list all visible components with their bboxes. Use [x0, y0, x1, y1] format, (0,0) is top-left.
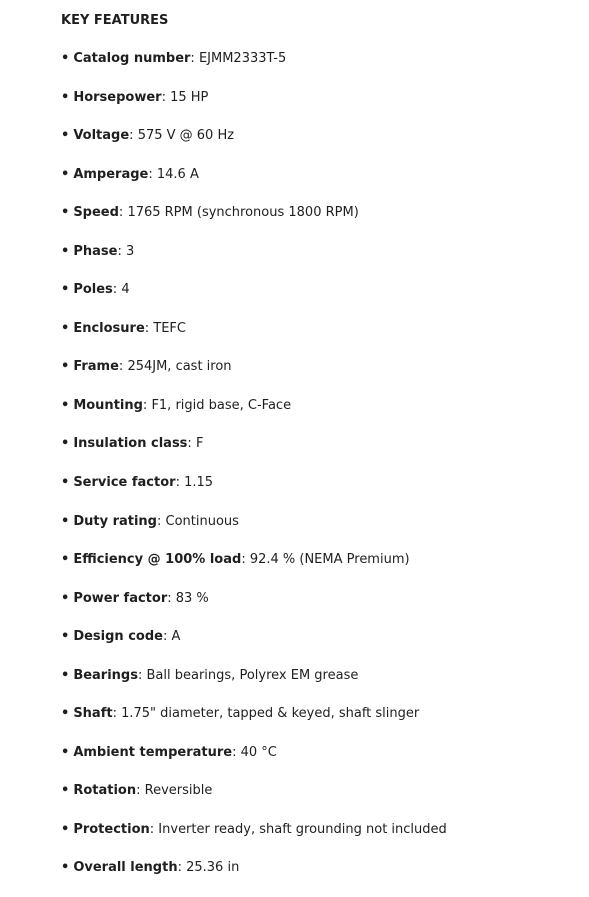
feature-value: F [195, 436, 204, 452]
feature-label: Bearings [73, 667, 138, 683]
feature-item-speed: • Speed: 1765 RPM (synchronous 1800 RPM) [61, 205, 359, 221]
feature-item-design-code: • Design code: A [61, 629, 181, 645]
bullet-icon: • [61, 359, 70, 375]
feature-item-duty-rating: • Duty rating: Continuous [61, 513, 239, 529]
feature-item-bearings: • Bearings: Ball bearings, Polyrex EM grease [61, 667, 359, 683]
feature-item-efficiency: • Efficiency @ 100% load: 92.4 % (NEMA Premium) [61, 552, 410, 568]
feature-item-overall-length: • Overall length: 25.36 in [61, 860, 240, 876]
feature-value: Reversible [144, 783, 213, 799]
feature-item-shaft: • Shaft: 1.75" diameter, tapped & keyed, shaft slinger [61, 706, 420, 722]
feature-label: Efficiency @ 100% load [73, 552, 242, 568]
bullet-icon: • [61, 51, 70, 66]
feature-item-poles: • Poles: 4 [61, 282, 130, 298]
feature-label: Ambient temperature [73, 744, 233, 760]
bullet-icon: • [61, 706, 70, 722]
bullet-icon: • [61, 783, 70, 799]
feature-value: 40 °C [240, 744, 277, 760]
feature-item-frame: • Frame: 254JM, cast iron [61, 359, 232, 375]
feature-label: Protection [73, 821, 150, 837]
feature-item-voltage: • Voltage: 575 V @ 60 Hz [61, 128, 235, 144]
feature-label: Catalog number [73, 51, 191, 66]
bullet-icon: • [61, 475, 70, 491]
feature-item-protection: • Protection: Inverter ready, shaft grounding not included [61, 821, 447, 837]
feature-list [61, 49, 447, 897]
feature-label: Poles [73, 282, 113, 298]
feature-value: Inverter ready, shaft grounding not included [158, 821, 447, 837]
bullet-icon: • [61, 744, 70, 760]
feature-label: Phase [73, 243, 118, 259]
bullet-icon: • [61, 243, 70, 259]
feature-value: 1.75" diameter, tapped & keyed, shaft slinger [121, 706, 420, 722]
feature-label: Service factor [73, 475, 176, 491]
bullet-icon: • [61, 860, 70, 876]
feature-value: 254JM, cast iron [127, 359, 232, 375]
bullet-icon: • [61, 166, 70, 182]
feature-value: 1.15 [184, 475, 214, 491]
feature-value: Ball bearings, Polyrex EM grease [146, 667, 359, 683]
feature-item-power-factor: • Power factor: 83 % [61, 590, 209, 606]
bullet-icon: • [61, 89, 70, 105]
feature-label: Power factor [73, 590, 168, 606]
feature-label: Overall length [73, 860, 178, 876]
feature-item-enclosure: • Enclosure: TEFC [61, 320, 186, 336]
feature-item-phase: • Phase: 3 [61, 243, 135, 259]
feature-label: Duty rating [73, 513, 157, 529]
section-heading: KEY FEATURES [61, 13, 169, 28]
bullet-icon: • [61, 205, 70, 221]
feature-value: F1, rigid base, C-Face [151, 397, 292, 413]
feature-label: Insulation class [73, 436, 188, 452]
bullet-icon: • [61, 821, 70, 837]
feature-item-amperage: • Amperage: 14.6 A [61, 166, 199, 182]
feature-value: 1765 RPM (synchronous 1800 RPM) [127, 205, 359, 221]
bullet-icon: • [61, 436, 70, 452]
feature-label: Shaft [73, 706, 113, 722]
feature-item-insulation-class: • Insulation class: F [61, 436, 204, 452]
feature-value: 575 V @ 60 Hz [137, 128, 235, 144]
feature-label: Voltage [73, 128, 130, 144]
feature-value: 15 HP [170, 89, 209, 105]
feature-item-catalog-number: • Catalog number: EJMM2333T-5 [61, 51, 287, 66]
feature-label: Mounting [73, 397, 143, 413]
feature-value: 3 [125, 243, 135, 259]
feature-value: 4 [121, 282, 130, 298]
feature-item-service-factor: • Service factor: 1.15 [61, 475, 214, 491]
feature-value: TEFC [153, 320, 186, 336]
bullet-icon: • [61, 320, 70, 336]
bullet-icon: • [61, 667, 70, 683]
feature-value: EJMM2333T-5 [198, 51, 287, 66]
feature-value: 14.6 A [156, 166, 199, 182]
feature-value: 83 % [175, 590, 209, 606]
feature-label: Speed [73, 205, 119, 221]
feature-label: Design code [73, 629, 163, 645]
feature-value: 25.36 in [186, 860, 240, 876]
feature-item-ambient-temperature: • Ambient temperature: 40 °C [61, 744, 277, 760]
feature-value: A [171, 629, 181, 645]
feature-label: Horsepower [73, 89, 162, 105]
feature-item-horsepower: • Horsepower: 15 HP [61, 89, 209, 105]
feature-value: Continuous [165, 513, 239, 529]
bullet-icon: • [61, 128, 70, 144]
bullet-icon: • [61, 590, 70, 606]
bullet-icon: • [61, 513, 70, 529]
bullet-icon: • [61, 552, 70, 568]
feature-value: 92.4 % (NEMA Premium) [249, 552, 410, 568]
feature-label: Enclosure [73, 320, 145, 336]
feature-label: Frame [73, 359, 119, 375]
feature-label: Rotation [73, 783, 137, 799]
feature-item-rotation: • Rotation: Reversible [61, 783, 213, 799]
bullet-icon: • [61, 282, 70, 298]
bullet-icon: • [61, 397, 70, 413]
feature-label: Amperage [73, 166, 149, 182]
feature-item-mounting: • Mounting: F1, rigid base, C-Face [61, 397, 292, 413]
bullet-icon: • [61, 629, 70, 645]
